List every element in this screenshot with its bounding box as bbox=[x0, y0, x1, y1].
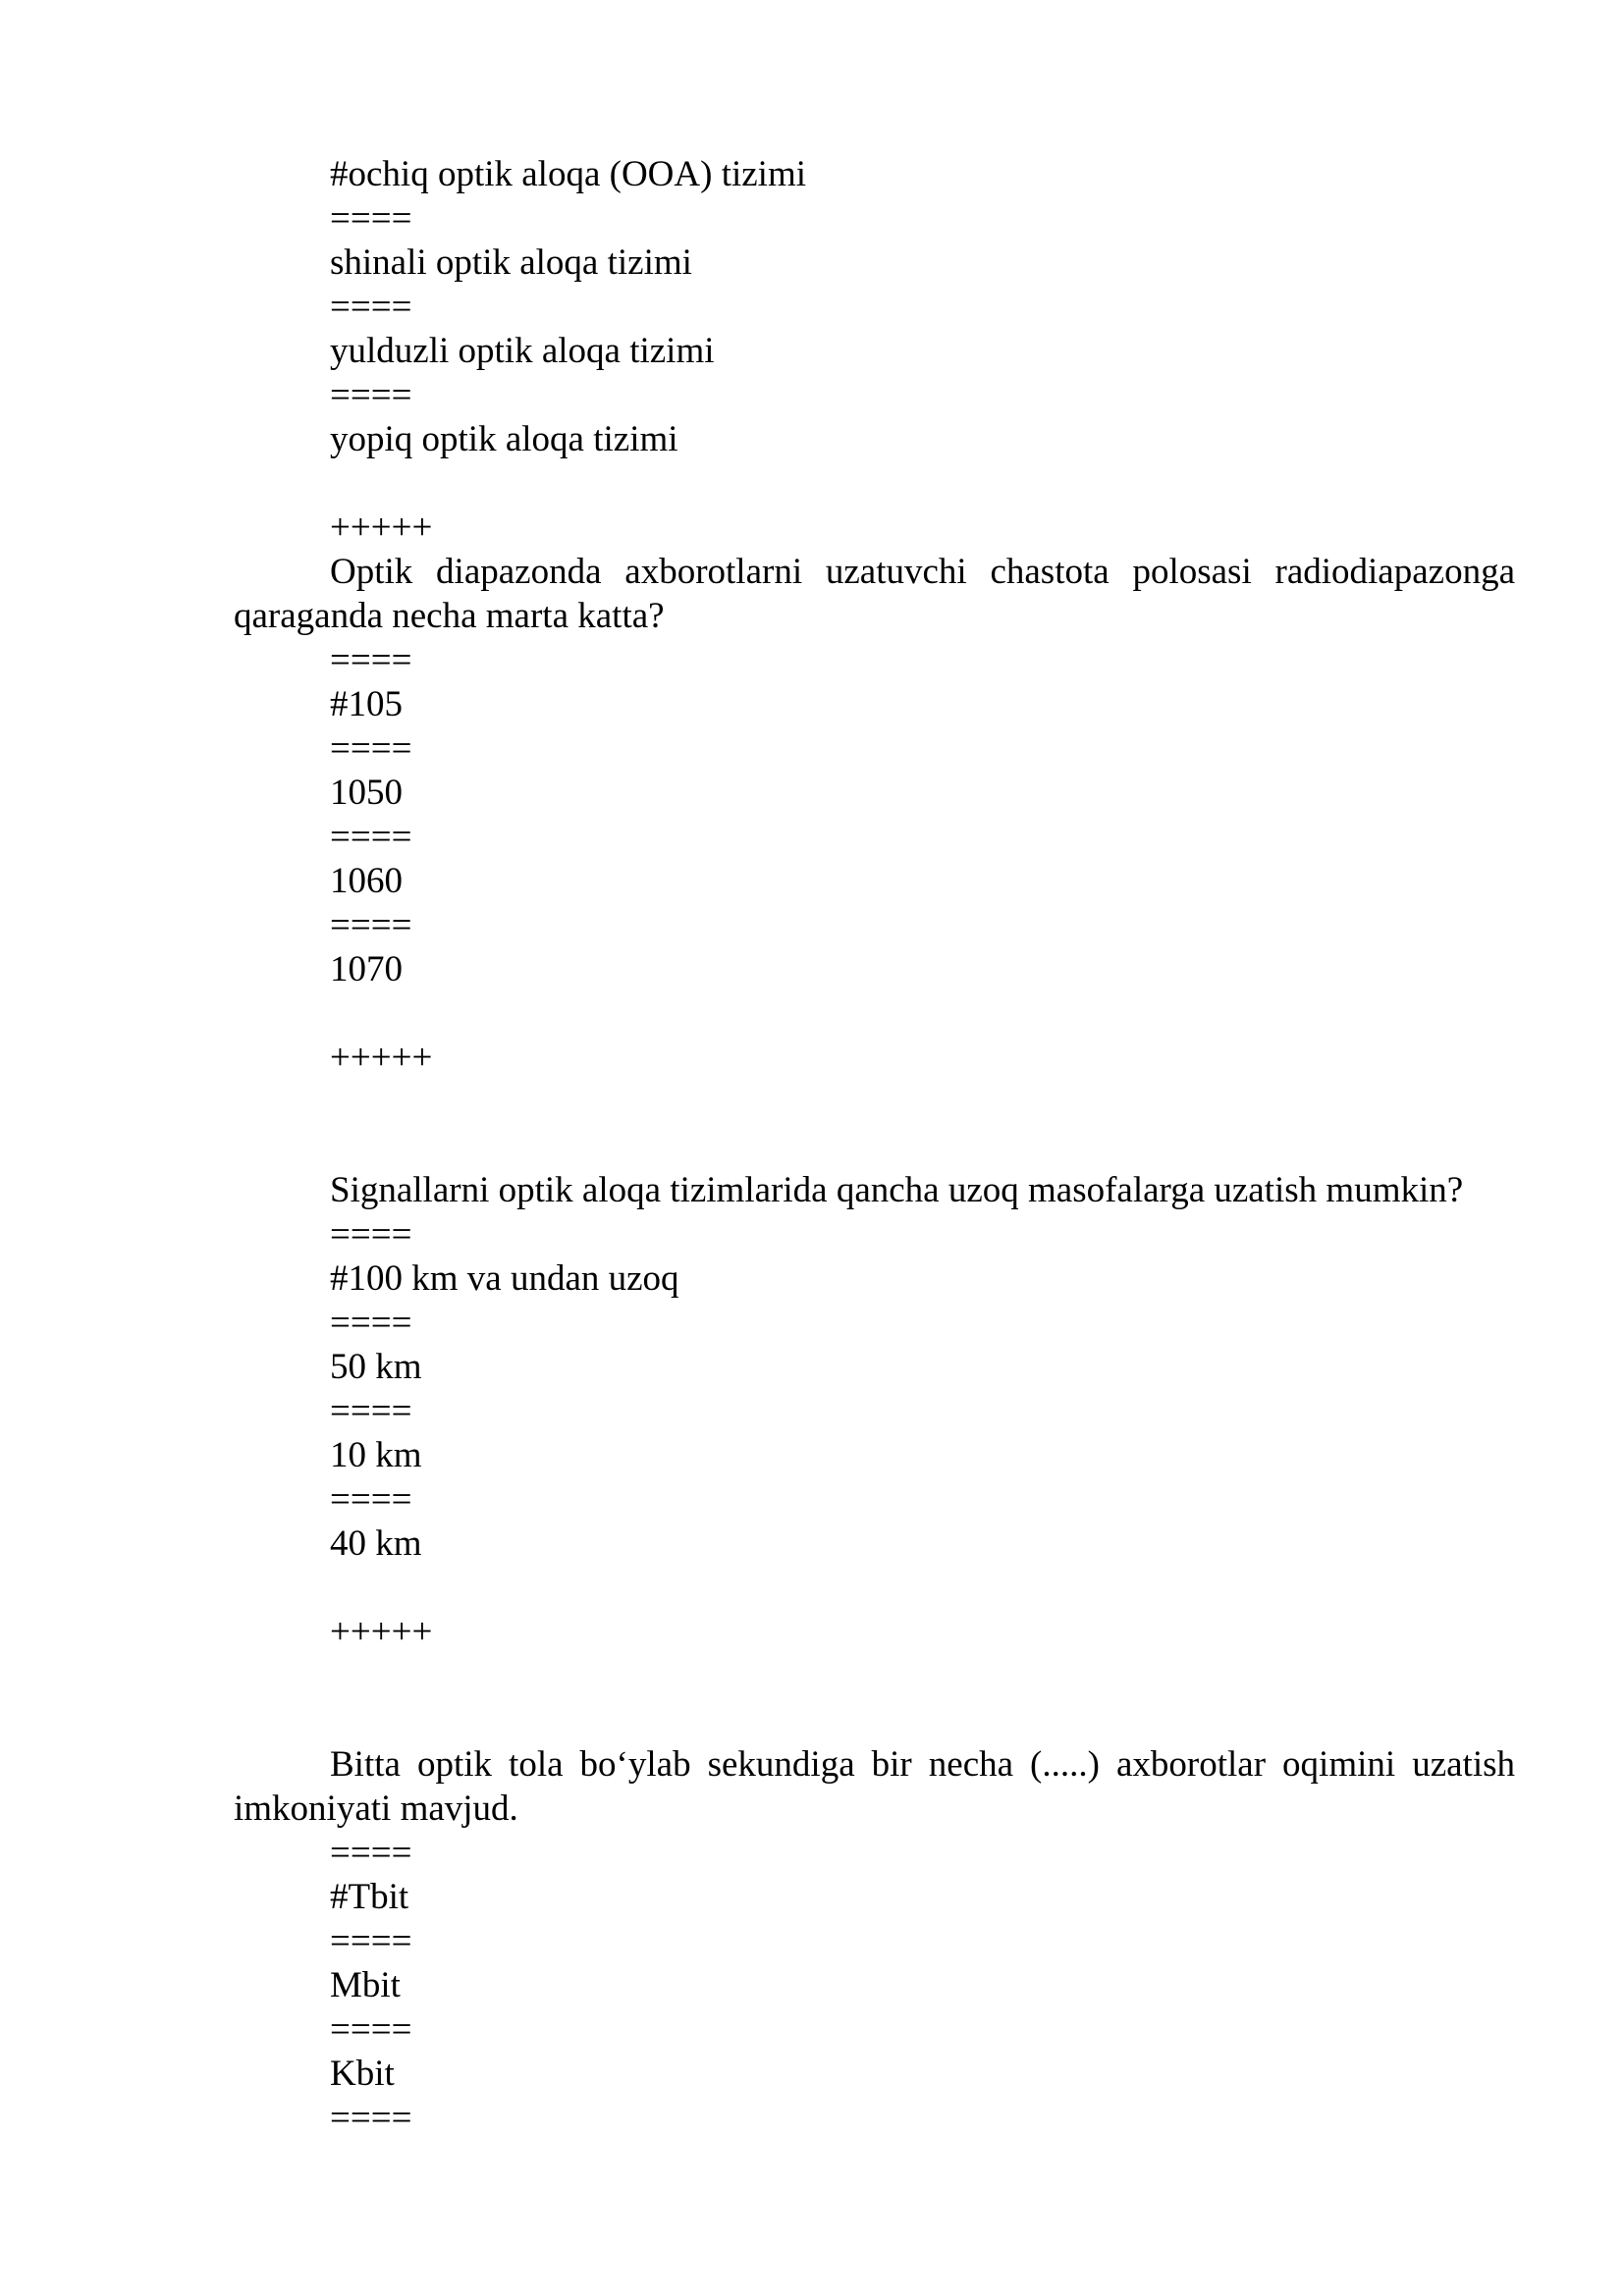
answer-option: Kbit bbox=[330, 2054, 395, 2094]
separator: ==== bbox=[330, 375, 412, 415]
question-text: Bitta optik tola bo‘ylab sekundiga bir necha (.....) axborotlar oqimini uzatish imkoniyati mavjud. bbox=[234, 1744, 1515, 1829]
answer-option: shinali optik aloqa tizimi bbox=[330, 242, 692, 283]
answer-option: 1070 bbox=[330, 949, 403, 989]
question-divider: +++++ bbox=[330, 1038, 433, 1078]
separator: ==== bbox=[330, 1921, 412, 1961]
separator: ==== bbox=[330, 1391, 412, 1431]
answer-option: #ochiq optik aloqa (OOA) tizimi bbox=[330, 154, 807, 194]
blank-line bbox=[234, 1566, 1515, 1610]
separator: ==== bbox=[330, 1833, 412, 1873]
blank-line bbox=[234, 1080, 1515, 1168]
separator: ==== bbox=[330, 198, 412, 239]
answer-option: 1050 bbox=[330, 773, 403, 813]
answer-option: 1060 bbox=[330, 861, 403, 901]
blank-line bbox=[234, 991, 1515, 1036]
question-text: Optik diapazonda axborotlarni uzatuvchi chastota polosasi radiodiapazonga qaraganda necha marta katta? bbox=[234, 552, 1515, 636]
separator: ==== bbox=[330, 287, 412, 327]
separator: ==== bbox=[330, 2009, 412, 2050]
question-text: Signallarni optik aloqa tizimlarida qancha uzoq masofalarga uzatish mumkin? bbox=[330, 1170, 1464, 1210]
separator: ==== bbox=[330, 1303, 412, 1343]
separator: ==== bbox=[330, 1214, 412, 1255]
answer-option: 40 km bbox=[330, 1523, 422, 1564]
separator: ==== bbox=[330, 817, 412, 857]
blank-line bbox=[234, 461, 1515, 506]
blank-line bbox=[234, 1654, 1515, 1742]
answer-option: #Tbit bbox=[330, 1877, 409, 1917]
answer-option: #105 bbox=[330, 684, 403, 724]
question-divider: +++++ bbox=[330, 507, 433, 548]
answer-option: Mbit bbox=[330, 1965, 401, 2005]
separator: ==== bbox=[330, 640, 412, 680]
separator: ==== bbox=[330, 728, 412, 769]
answer-option: yulduzli optik aloqa tizimi bbox=[330, 331, 715, 371]
answer-option: yopiq optik aloqa tizimi bbox=[330, 419, 678, 459]
document-page bbox=[234, 152, 1515, 2140]
question-divider: +++++ bbox=[330, 1612, 433, 1652]
answer-option: 10 km bbox=[330, 1435, 422, 1475]
answer-option: 50 km bbox=[330, 1347, 422, 1387]
answer-option: #100 km va undan uzoq bbox=[330, 1258, 679, 1299]
separator: ==== bbox=[330, 1479, 412, 1520]
separator: ==== bbox=[330, 2098, 412, 2138]
separator: ==== bbox=[330, 905, 412, 945]
